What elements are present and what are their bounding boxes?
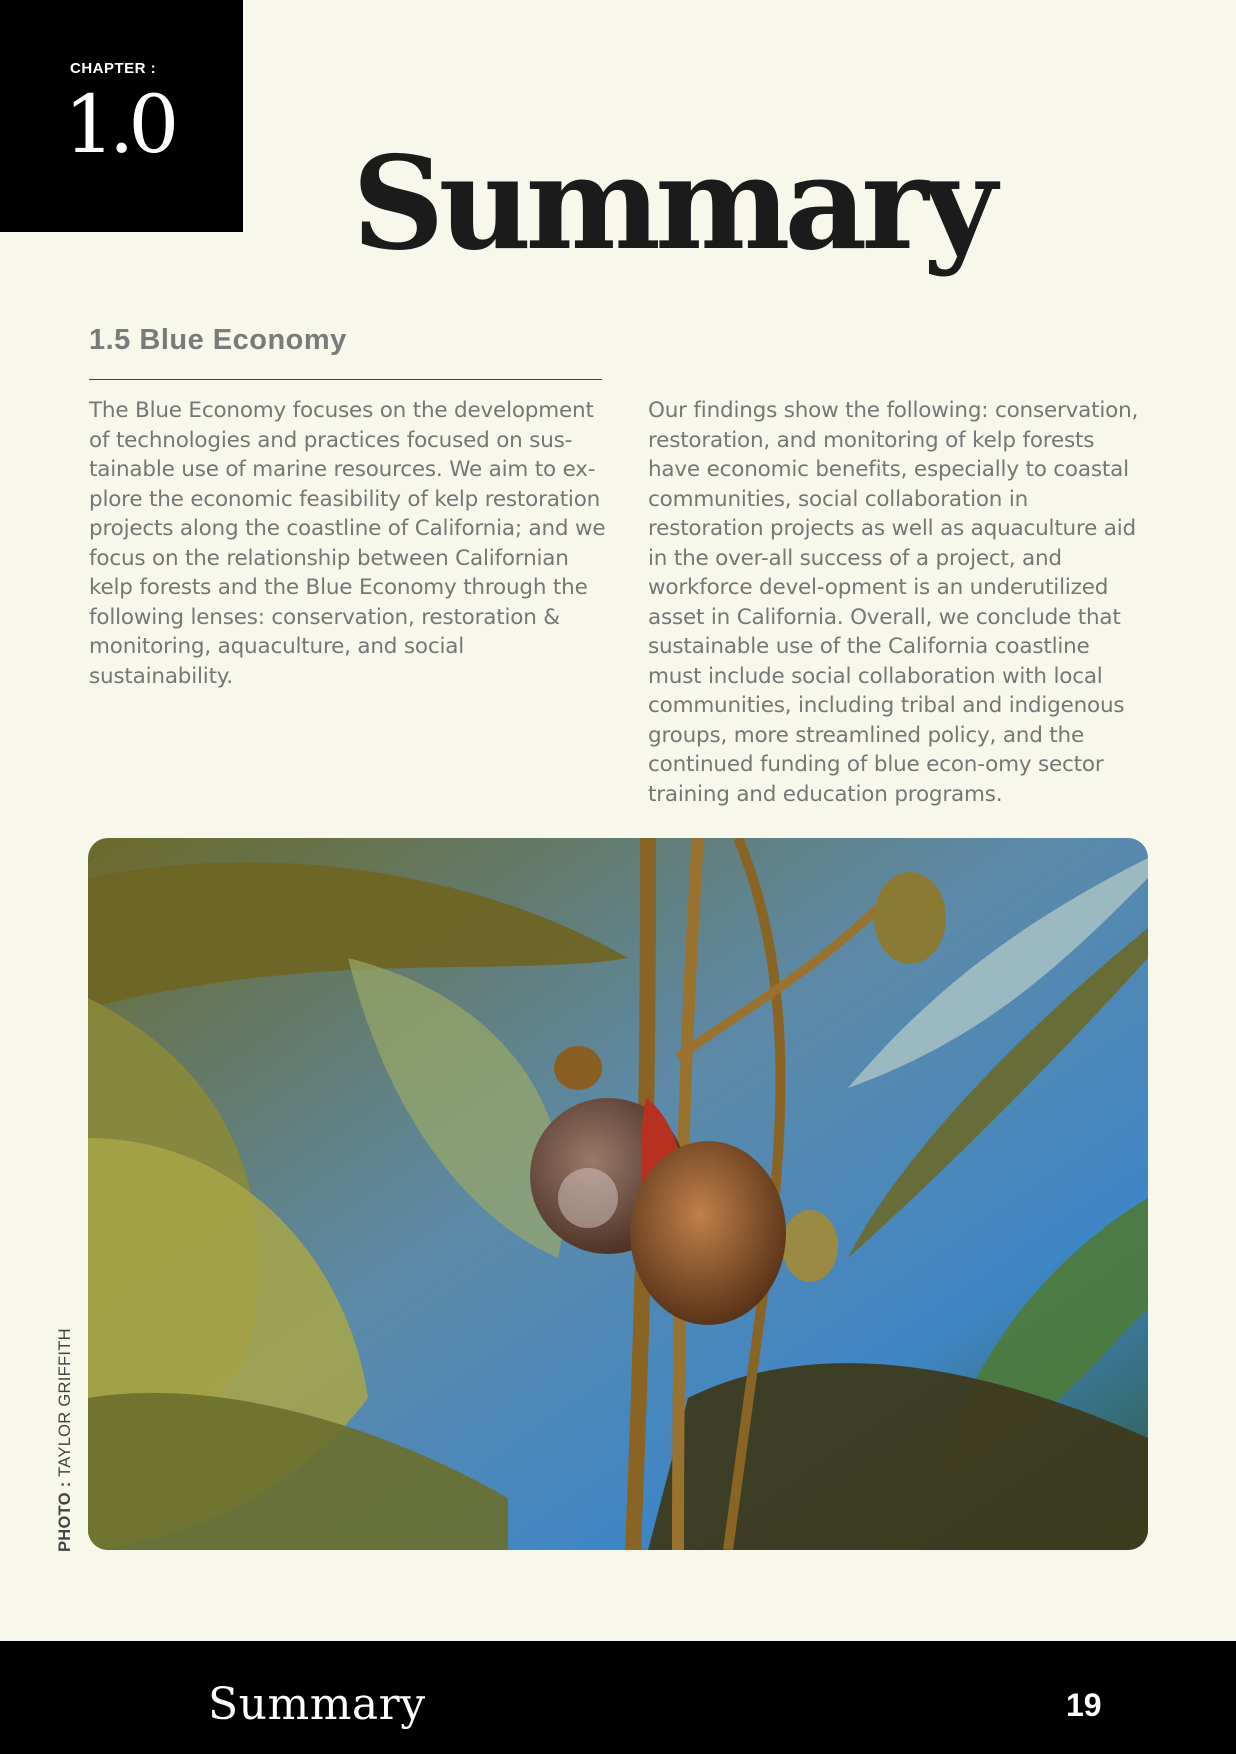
photo-credit-label: PHOTO : xyxy=(56,1481,74,1552)
photo-credit-name: TAYLOR GRIFFITH xyxy=(56,1328,74,1477)
kelp-snail-illustration xyxy=(88,838,1148,1550)
section-heading: 1.5 Blue Economy xyxy=(89,324,347,356)
section-divider xyxy=(89,379,602,380)
kelp-forest-photo xyxy=(88,838,1148,1550)
footer-bar xyxy=(0,1641,1236,1754)
chapter-number: 1.0 xyxy=(64,78,174,171)
page-number: 19 xyxy=(1066,1687,1102,1723)
page-title: Summary xyxy=(352,129,992,279)
paragraph-right: Our findings show the following: conservation, restoration, and monitoring of kelp forests have economic benefits, especially to coastal communities, social collaboration in restoration projects as well as aquaculture aid in the over-all success of a project, and workforce devel-opment is an underutilized asset in California. Overall, we conclude that sustainable use of the California coastline must include social collaboration with local communities, including tribal and indigenous groups, more streamlined policy, and the continued funding of blue econ-omy sector training and education programs. xyxy=(648,398,1139,807)
footer-title: Summary xyxy=(208,1679,426,1730)
chapter-label: CHAPTER : xyxy=(70,60,157,77)
photo-credit xyxy=(56,1328,75,1552)
chapter-box xyxy=(0,0,243,232)
paragraph-left: The Blue Economy focuses on the development of technologies and practices focused on sus-tainable use of marine resources. We aim to ex-plore the economic feasibility of kelp restoration projects along the coastline of California; and we focus on the relationship between Californian kelp forests and the Blue Economy through the following lenses: conservation, restoration & monitoring, aquaculture, and social sustainability. xyxy=(89,398,606,689)
